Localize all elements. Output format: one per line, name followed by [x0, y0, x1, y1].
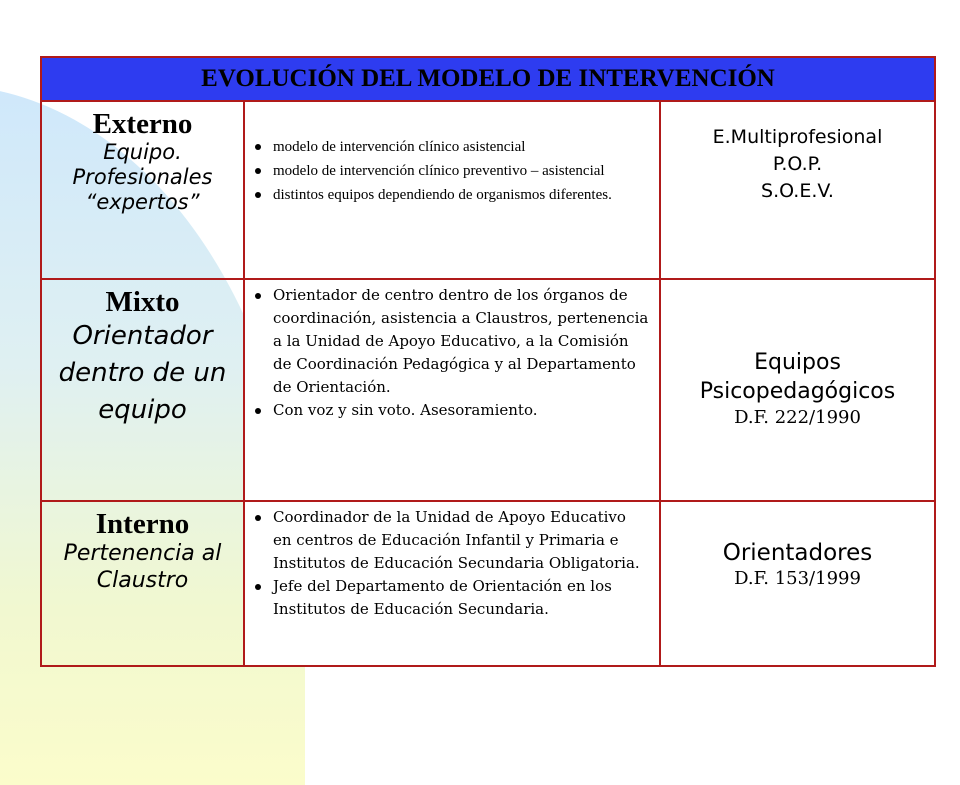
bullet-dot-icon	[255, 144, 261, 150]
example-line: E.Multiprofesional	[712, 126, 883, 148]
bullet-dot-icon	[255, 584, 261, 590]
list-item: distintos equipos dependiendo de organismos diferentes.	[253, 183, 649, 207]
description-cell	[244, 501, 660, 666]
example-line: P.O.P.	[772, 153, 823, 175]
model-subtitle-line: Claustro	[96, 568, 189, 593]
list-item: modelo de intervención clínico preventivo – asistencial	[253, 159, 649, 183]
bullet-dot-icon	[255, 293, 261, 299]
table-row	[41, 101, 935, 279]
model-subtitle-line: Orientador	[72, 321, 213, 351]
bullet-list	[245, 506, 659, 621]
model-subtitle-line: “expertos”	[85, 190, 200, 214]
model-subtitle-line: Pertenencia al	[63, 541, 222, 566]
description-cell	[244, 279, 660, 501]
bullet-dot-icon	[255, 408, 261, 414]
intervention-model-table	[40, 56, 936, 667]
table-row	[41, 279, 935, 501]
list-item: modelo de intervención clínico asistencial	[253, 135, 649, 159]
model-cell-externo	[41, 101, 244, 279]
examples-cell	[660, 501, 935, 666]
model-heading: Interno	[95, 508, 190, 540]
model-subtitle-line: Profesionales	[72, 165, 213, 189]
bullet-dot-icon	[255, 192, 261, 198]
example-line: S.O.E.V.	[761, 180, 834, 202]
examples-cell	[660, 101, 935, 279]
example-line: D.F. 153/1999	[734, 568, 861, 589]
table-title: EVOLUCIÓN DEL MODELO DE INTERVENCIÓN	[41, 57, 935, 101]
list-item: Orientador de centro dentro de los órganos de coordinación, asistencia a Claustros, pertenencia a la Unidad de Apoyo Educativo, a la Comisión de Coordinación Pedagógica y al Departamento de Orientación.	[253, 284, 649, 399]
list-item: Coordinador de la Unidad de Apoyo Educativo en centros de Educación Infantil y Primaria e Institutos de Educación Secundaria Obligatoria.	[253, 506, 649, 575]
model-subtitle-line: Equipo.	[103, 140, 182, 164]
list-item: Jefe del Departamento de Orientación en los Institutos de Educación Secundaria.	[253, 575, 649, 621]
example-line: Orientadores	[722, 540, 873, 566]
examples-cell	[660, 279, 935, 501]
bullet-dot-icon	[255, 168, 261, 174]
model-subtitle-line: dentro de un	[58, 358, 227, 388]
bullet-list	[245, 135, 659, 207]
model-cell-mixto	[41, 279, 244, 501]
model-heading: Mixto	[105, 286, 180, 318]
description-cell	[244, 101, 660, 279]
example-line: Equipos	[754, 350, 841, 375]
bullet-dot-icon	[255, 515, 261, 521]
bullet-list	[245, 284, 659, 422]
example-line: D.F. 222/1990	[734, 407, 861, 428]
example-line: Psicopedagógicos	[699, 379, 896, 404]
table-row	[41, 501, 935, 666]
list-item: Con voz y sin voto. Asesoramiento.	[253, 399, 649, 422]
model-heading: Externo	[92, 108, 193, 140]
model-cell-interno	[41, 501, 244, 666]
model-subtitle-line: equipo	[98, 395, 187, 425]
